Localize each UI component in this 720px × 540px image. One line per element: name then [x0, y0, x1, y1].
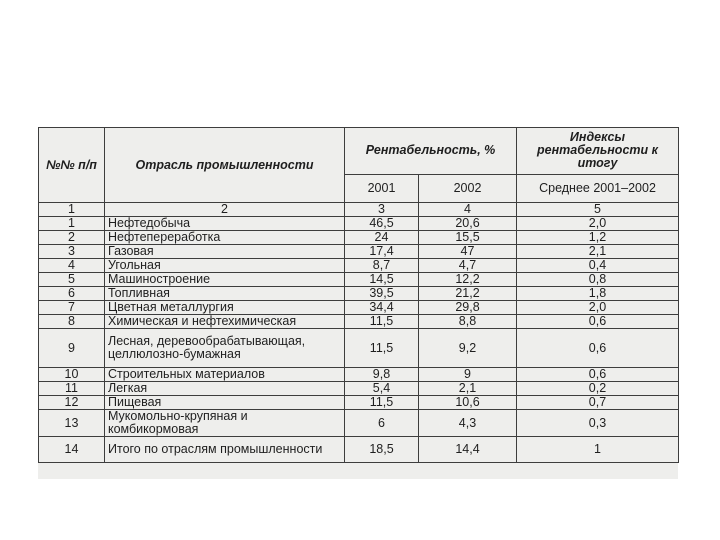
profitability-2002-cell: 4,7 — [419, 259, 517, 273]
index-average-cell: 0,3 — [517, 410, 679, 437]
profitability-2001-cell: 14,5 — [345, 273, 419, 287]
index-average-cell: 2,1 — [517, 245, 679, 259]
industry-name-cell: Нефтепереработка — [105, 231, 345, 245]
table-row — [39, 437, 679, 463]
table-row — [39, 410, 679, 437]
profitability-2001-cell: 11,5 — [345, 329, 419, 368]
header-industry: Отрасль промышленности — [105, 128, 345, 203]
profitability-2002-cell: 2,1 — [419, 382, 517, 396]
index-average-cell: 0,7 — [517, 396, 679, 410]
row-number-cell: 8 — [39, 315, 105, 329]
row-number-cell: 11 — [39, 382, 105, 396]
row-number-cell: 9 — [39, 329, 105, 368]
scanned-table-image — [38, 127, 678, 479]
profitability-2001-cell: 24 — [345, 231, 419, 245]
profitability-2002-cell: 14,4 — [419, 437, 517, 463]
column-number: 1 — [39, 203, 105, 217]
profitability-2002-cell: 10,6 — [419, 396, 517, 410]
column-number: 5 — [517, 203, 679, 217]
index-average-cell: 1 — [517, 437, 679, 463]
row-number-cell: 4 — [39, 259, 105, 273]
industry-name-cell: Пищевая — [105, 396, 345, 410]
profitability-2001-cell: 6 — [345, 410, 419, 437]
profitability-2002-cell: 20,6 — [419, 217, 517, 231]
table-row — [39, 396, 679, 410]
table-row — [39, 315, 679, 329]
row-number-cell: 14 — [39, 437, 105, 463]
table-row — [39, 368, 679, 382]
industry-name-cell: Легкая — [105, 382, 345, 396]
table-row — [39, 217, 679, 231]
header-row-number: №№ п/п — [39, 128, 105, 203]
index-average-cell: 0,2 — [517, 382, 679, 396]
industry-name-cell: Газовая — [105, 245, 345, 259]
column-number: 3 — [345, 203, 419, 217]
profitability-2001-cell: 18,5 — [345, 437, 419, 463]
profitability-2002-cell: 12,2 — [419, 273, 517, 287]
industry-name-cell: Топливная — [105, 287, 345, 301]
index-average-cell: 1,2 — [517, 231, 679, 245]
row-number-cell: 6 — [39, 287, 105, 301]
table-row — [39, 329, 679, 368]
row-number-cell: 1 — [39, 217, 105, 231]
table-row — [39, 259, 679, 273]
table-row — [39, 245, 679, 259]
profitability-2001-cell: 8,7 — [345, 259, 419, 273]
index-average-cell: 2,0 — [517, 301, 679, 315]
row-number-cell: 12 — [39, 396, 105, 410]
profitability-2001-cell: 17,4 — [345, 245, 419, 259]
index-average-cell: 0,4 — [517, 259, 679, 273]
table-row — [39, 287, 679, 301]
profitability-2001-cell: 39,5 — [345, 287, 419, 301]
profitability-2002-cell: 15,5 — [419, 231, 517, 245]
header-year-2002: 2002 — [419, 174, 517, 202]
profitability-2002-cell: 4,3 — [419, 410, 517, 437]
profitability-table — [38, 127, 679, 463]
header-index: Индексы рентабельности к итогу — [517, 128, 679, 175]
industry-name-cell: Строительных материалов — [105, 368, 345, 382]
profitability-2002-cell: 9,2 — [419, 329, 517, 368]
industry-name-cell: Нефтедобыча — [105, 217, 345, 231]
column-number: 2 — [105, 203, 345, 217]
profitability-2001-cell: 46,5 — [345, 217, 419, 231]
industry-name-cell: Машиностроение — [105, 273, 345, 287]
row-number-cell: 3 — [39, 245, 105, 259]
table-row — [39, 273, 679, 287]
index-average-cell: 0,8 — [517, 273, 679, 287]
index-average-cell: 0,6 — [517, 368, 679, 382]
industry-name-cell: Мукомольно-крупяная и комбикормовая — [105, 410, 345, 437]
index-average-cell: 2,0 — [517, 217, 679, 231]
industry-name-cell: Итого по отраслям промышленности — [105, 437, 345, 463]
header-profitability: Рентабельность, % — [345, 128, 517, 175]
profitability-2002-cell: 9 — [419, 368, 517, 382]
table-row — [39, 301, 679, 315]
row-number-cell: 2 — [39, 231, 105, 245]
header-average: Среднее 2001–2002 — [517, 174, 679, 202]
profitability-2001-cell: 11,5 — [345, 396, 419, 410]
table-row — [39, 231, 679, 245]
row-number-cell: 10 — [39, 368, 105, 382]
row-number-cell: 5 — [39, 273, 105, 287]
industry-name-cell: Угольная — [105, 259, 345, 273]
column-number: 4 — [419, 203, 517, 217]
index-average-cell: 0,6 — [517, 315, 679, 329]
row-number-cell: 7 — [39, 301, 105, 315]
profitability-2002-cell: 47 — [419, 245, 517, 259]
profitability-2002-cell: 21,2 — [419, 287, 517, 301]
industry-name-cell: Химическая и нефтехимическая — [105, 315, 345, 329]
table-row — [39, 382, 679, 396]
profitability-2002-cell: 8,8 — [419, 315, 517, 329]
header-year-2001: 2001 — [345, 174, 419, 202]
profitability-2001-cell: 34,4 — [345, 301, 419, 315]
profitability-2001-cell: 11,5 — [345, 315, 419, 329]
index-average-cell: 0,6 — [517, 329, 679, 368]
row-number-cell: 13 — [39, 410, 105, 437]
column-number-row — [39, 203, 679, 217]
profitability-2001-cell: 5,4 — [345, 382, 419, 396]
index-average-cell: 1,8 — [517, 287, 679, 301]
industry-name-cell: Цветная металлургия — [105, 301, 345, 315]
industry-name-cell: Лесная, деревообрабатывающая, целлюлозно-бумажная — [105, 329, 345, 368]
profitability-2002-cell: 29,8 — [419, 301, 517, 315]
profitability-2001-cell: 9,8 — [345, 368, 419, 382]
